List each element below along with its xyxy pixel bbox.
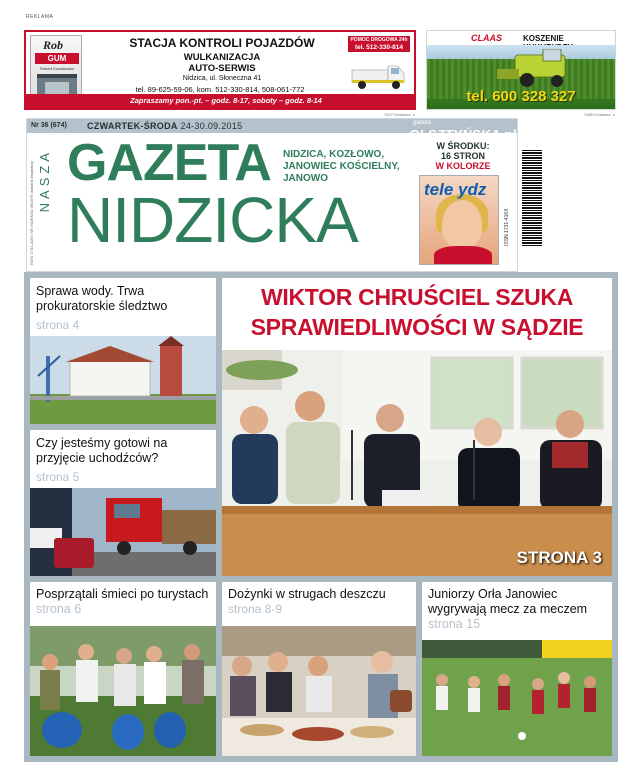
portal-logo[interactable]: gazeta OLSZTYŃSKA.pl <box>409 120 517 142</box>
article-title: Sprawa wody. Trwa prokuratorskie śledztwo <box>36 284 168 313</box>
masthead <box>26 118 518 272</box>
garage-icon <box>37 74 77 94</box>
inside-promo: W ŚRODKU: 16 STRON W KOLORZE <box>435 141 491 171</box>
claas-logo: CLAAS <box>471 33 502 43</box>
article-harvest-festival[interactable] <box>222 582 416 756</box>
ad-phones: tel. 89-625-59-06, kom. 512-330-814, 508-061-772 <box>135 85 305 94</box>
article-refugees[interactable] <box>30 430 216 576</box>
cover-woman-image <box>442 200 482 248</box>
tow-truck-icon <box>350 56 406 92</box>
harvester-icon <box>497 49 587 89</box>
cleanup-photo <box>30 626 216 756</box>
ad-address: Nidzica, ul. Słoneczna 41 <box>182 75 262 82</box>
issue-date: CZWARTEK-ŚRODA 24-30.09.2015 <box>87 121 243 131</box>
refugees-truck-photo <box>30 488 216 576</box>
ad-label: REKLAMA <box>26 14 54 20</box>
masthead-nidzicka: NIDZICKA <box>67 184 358 256</box>
article-title: Posprzątali śmieci po turystach strona 6 <box>36 587 209 616</box>
masthead-towns: NIDZICA, KOZŁOWO, JANOWIEC KOŚCIELNY, JANOWO <box>283 149 400 184</box>
football-photo <box>422 640 612 756</box>
article-title: Czy jesteśmy gotowi na przyjęcie uchodźców? <box>36 436 168 465</box>
issue-number: Nr 36 (674) <box>31 122 67 129</box>
ad-left-note: 75277/reklama. n <box>384 112 415 117</box>
article-page: strona 4 <box>36 318 80 332</box>
courtroom-photo <box>222 350 612 576</box>
ad-corn-harvest[interactable] <box>426 30 616 110</box>
ad-vehicle-inspection[interactable] <box>24 30 416 110</box>
article-water-case[interactable] <box>30 278 216 424</box>
issn-text: ISSN 1731-416X <box>504 208 510 246</box>
ad-right-title: KOSZENIE <box>523 34 564 43</box>
article-page: strona 5 <box>36 470 80 484</box>
masthead-gazeta: GAZETA <box>67 134 271 192</box>
robgum-logo: Rob GUM Robert Kowalewicz <box>30 35 82 95</box>
tow-service-badge: POMOC DROGOWA 24h tel. 512-330-814 <box>348 36 410 52</box>
tele-logo: tele ydz <box>424 180 487 199</box>
article-title: Dożynki w strugach deszczu <box>228 587 386 601</box>
ad-title: STACJA KONTROLI POJAZDÓW <box>129 36 315 50</box>
festival-photo <box>222 626 416 756</box>
ad-right-note: 75857/reklama. n <box>584 112 615 117</box>
masthead-side-text: ISSN 1731-416X NR INDEKSU 360376 dodatek bezpłatny <box>29 161 34 265</box>
ad-hours-bar: Zapraszamy pon.-pt. – godz. 8-17, soboty – godz. 8-14 <box>26 94 414 108</box>
ad-services: WULKANIZACJA AUTO-SERWIS <box>183 52 261 74</box>
article-page: strona 8-9 <box>228 602 283 616</box>
masthead-nasza: NASZA <box>37 149 52 213</box>
tele-magazine-cover[interactable] <box>419 175 499 265</box>
article-cleanup[interactable] <box>30 582 216 756</box>
water-station-photo <box>30 336 216 424</box>
barcode <box>522 150 542 246</box>
ad-right-phone: tel. 600 328 327 <box>466 88 576 105</box>
main-page-ref: STRONA 3 <box>516 548 602 567</box>
article-juniors[interactable] <box>422 582 612 756</box>
main-headline: WIKTOR CHRUŚCIEL SZUKA SPRAWIEDLIWOŚCI W SĄDZIE <box>250 284 584 340</box>
article-court[interactable] <box>222 278 612 576</box>
article-title: Juniorzy Orła Janowiec wygrywają mecz za meczem strona 15 <box>428 587 588 631</box>
